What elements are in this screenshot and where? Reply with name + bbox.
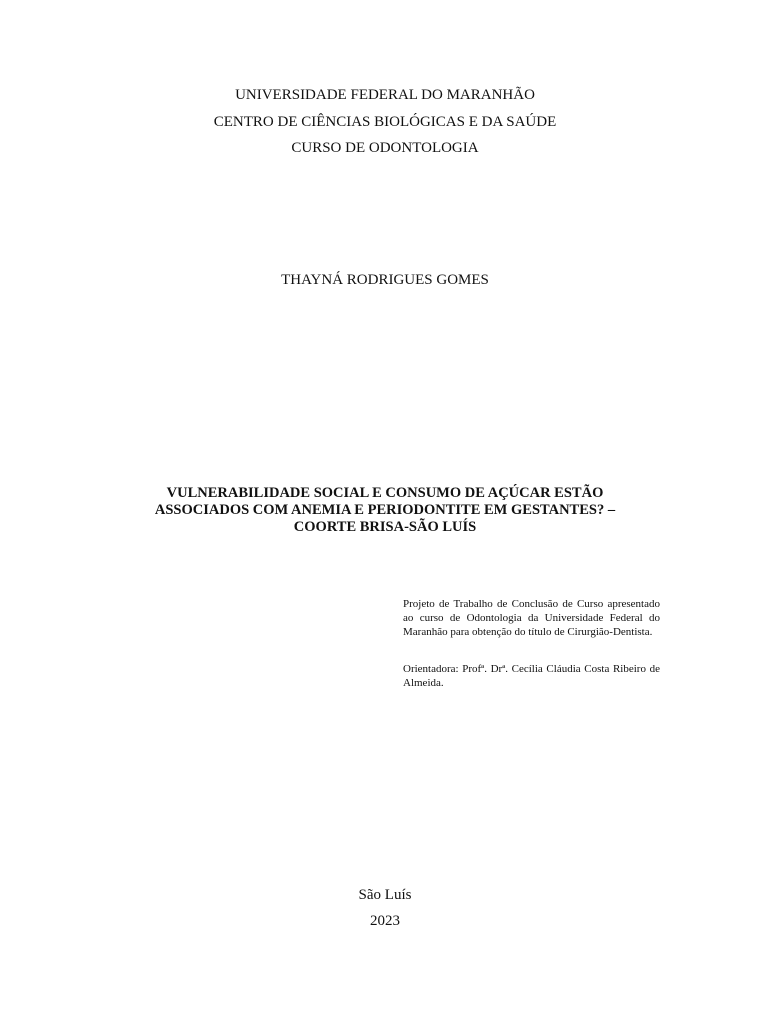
course-name: CURSO DE ODONTOLOGIA [291, 140, 479, 156]
title-line-3: COORTE BRISA-SÃO LUÍS [293, 519, 477, 535]
university-name: UNIVERSIDADE FEDERAL DO MARANHÃO [235, 87, 535, 103]
purpose-statement [403, 597, 660, 639]
title-line-1: VULNERABILIDADE SOCIAL E CONSUMO DE AÇÚCAR ESTÃO [166, 485, 604, 501]
city: São Luís [358, 887, 412, 903]
purpose-text: Projeto de Trabalho de Conclusão de Curso apresentado ao curso de Odontologia da Universidade Federal do Maranhão para obtenção do título de Cirurgião-Dentista. [403, 598, 660, 638]
year: 2023 [370, 913, 400, 929]
title-line-2: ASSOCIADOS COM ANEMIA E PERIODONTITE EM GESTANTES? – [154, 502, 616, 518]
advisor-text: Orientadora: Profª. Drª. Cecília Cláudia Costa Ribeiro de Almeida. [403, 663, 660, 689]
center-name: CENTRO DE CIÊNCIAS BIOLÓGICAS E DA SAÚDE [213, 114, 557, 130]
author-name: THAYNÁ RODRIGUES GOMES [281, 272, 489, 288]
advisor-statement [403, 662, 660, 690]
document-title [120, 485, 650, 536]
